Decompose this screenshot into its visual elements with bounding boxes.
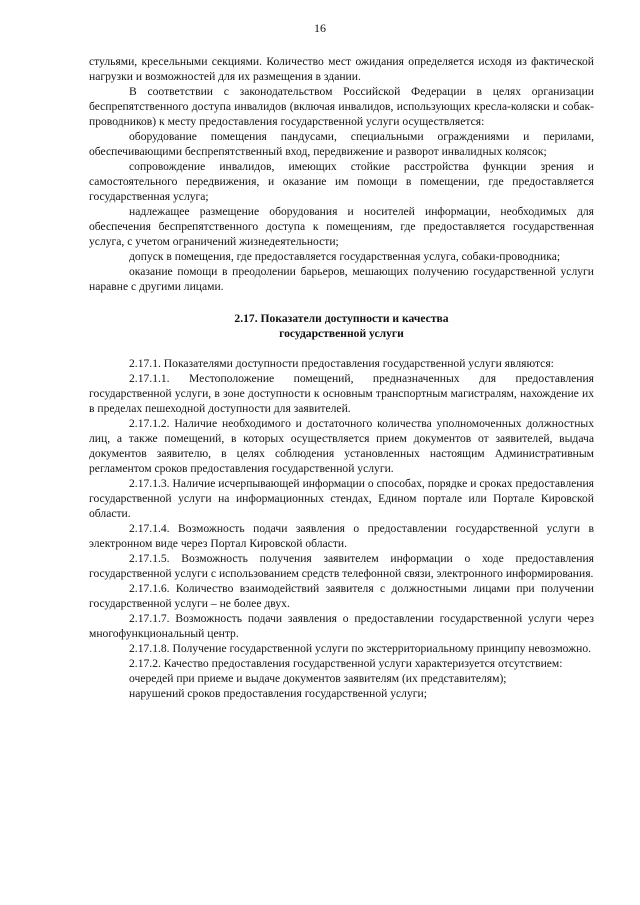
section-heading-line-2: государственной услуги <box>279 327 404 340</box>
paragraph: 2.17.1.7. Возможность подачи заявления о предоставлении государственной услуги через многофункциональный центр. <box>89 612 594 640</box>
paragraph: допуск в помещения, где предоставляется государственная услуга, собаки-проводника; <box>129 250 561 263</box>
page-content <box>89 54 594 701</box>
paragraph: сопровождение инвалидов, имеющих стойкие расстройства функции зрения и самостоятельного передвижения, и оказание им помощи в помещении, где предоставляется государственная услуга; <box>89 160 594 203</box>
paragraph: В соответствии с законодательством Российской Федерации в целях организации беспрепятственного доступа инвалидов (включая инвалидов, использующих кресла-коляски и собак-проводников) к месту предоставления государственной услуги осуществляется: <box>89 85 594 128</box>
paragraph: очередей при приеме и выдаче документов заявителям (их представителям); <box>129 672 507 685</box>
paragraph: нарушений сроков предоставления государственной услуги; <box>129 687 427 700</box>
paragraph: 2.17.2. Качество предоставления государственной услуги характеризуется отсутствием: <box>129 657 563 670</box>
body-text-top <box>89 54 594 294</box>
paragraph: 2.17.1.4. Возможность подачи заявления о предоставлении государственной услуги в электронном виде через Портал Кировской области. <box>89 522 594 550</box>
paragraph: стульями, кресельными секциями. Количество мест ожидания определяется исходя из фактической нагрузки и возможностей для их размещения в здании. <box>89 55 594 83</box>
paragraph: 2.17.1.5. Возможность получения заявителем информации о ходе предоставления государственной услуги с использованием средств телефонной связи, электронного информирования. <box>89 552 594 580</box>
paragraph: надлежащее размещение оборудования и носителей информации, необходимых для обеспечения беспрепятственного доступа к помещениям, где предоставляется государственная услуга, с учетом ограничений жизнедеятельности; <box>89 205 594 248</box>
paragraph: 2.17.1.3. Наличие исчерпывающей информации о способах, порядке и сроках предоставления государственной услуги на информационных стендах, Едином портале или Портале Кировской области. <box>89 477 594 520</box>
paragraph: оборудование помещения пандусами, специальными ограждениями и перилами, обеспечивающими беспрепятственный вход, передвижение и разворот инвалидных колясок; <box>89 130 594 158</box>
paragraph: 2.17.1.6. Количество взаимодействий заявителя с должностными лицами при получении государственной услуги – не более двух. <box>89 582 594 610</box>
paragraph: 2.17.1.8. Получение государственной услуги по экстерриториальному принципу невозможно. <box>129 642 592 655</box>
body-text-bottom <box>89 356 594 701</box>
page-number: 16 <box>314 21 326 35</box>
paragraph: 2.17.1. Показателями доступности предоставления государственной услуги являются: <box>129 357 554 370</box>
paragraph: оказание помощи в преодолении барьеров, мешающих получению государственной услуги наравне с другими лицами. <box>89 265 594 293</box>
paragraph: 2.17.1.1. Местоположение помещений, предназначенных для предоставления государственной услуги, в зоне доступности к основным транспортным магистралям, нахождение их в пределах пешеходной доступности для заявителей. <box>89 372 594 415</box>
paragraph: 2.17.1.2. Наличие необходимого и достаточного количества уполномоченных должностных лиц, а также помещений, в которых осуществляется прием документов от заявителей, выдача документов заявителю, в целях соблюдения установленных настоящим Административным регламентом сроков предоставления государственной услуги. <box>89 417 594 475</box>
section-heading <box>89 311 594 341</box>
section-heading-line-1: 2.17. Показатели доступности и качества <box>234 312 449 325</box>
